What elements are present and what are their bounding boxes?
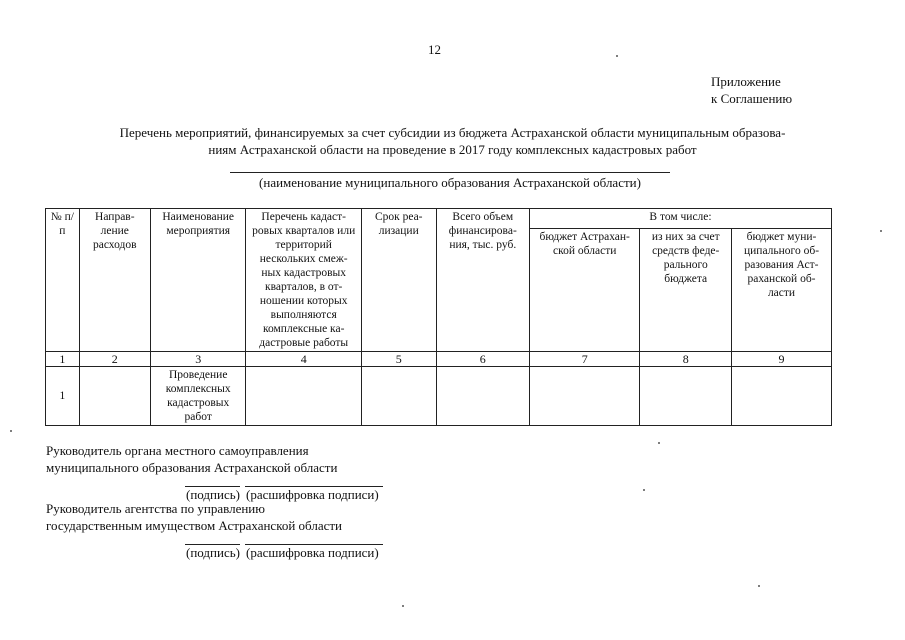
row-activity-cell: Проведение комплексных кадастровых работ	[150, 367, 246, 426]
signature-title-line-2: муниципального образования Астраханской области	[46, 460, 338, 475]
row-regional-cell	[530, 367, 640, 426]
column-number: 7	[530, 352, 640, 367]
signature-title-line-2: государственным имуществом Астраханской области	[46, 518, 343, 533]
signature-block-property-agency	[46, 500, 342, 534]
column-number: 6	[436, 352, 529, 367]
row-quarters-cell	[246, 367, 361, 426]
scan-speck	[402, 605, 404, 607]
signature-title-line-1: Руководитель органа местного самоуправления	[46, 443, 309, 458]
scan-speck	[643, 489, 645, 491]
header-federal-funds: из них за счет средств феде- рального бюджета	[640, 229, 732, 352]
row-term-cell	[361, 367, 436, 426]
table-header-row	[46, 209, 832, 229]
header-term: Срок реа- лизации	[361, 209, 436, 352]
header-quarters: Перечень кадаст- ровых кварталов или территорий нескольких смеж- ных кадастровых кварталов, в от- ношении которых выполняются комплексные ка- дастровые работы	[246, 209, 361, 352]
header-municipal-budget: бюджет муни- ципального об- разования Аст- раханской об- ласти	[732, 229, 832, 352]
column-number: 1	[46, 352, 80, 367]
header-including-group: В том числе:	[530, 209, 832, 229]
header-total: Всего объем финансирова- ния, тыс. руб.	[436, 209, 529, 352]
row-federal-cell	[640, 367, 732, 426]
header-activity: Наименование мероприятия	[150, 209, 246, 352]
municipality-name-caption: (наименование муниципального образования Астраханской области)	[259, 175, 641, 190]
signature-decode-caption: (расшифровка подписи)	[246, 487, 379, 502]
municipality-name-line	[230, 172, 670, 173]
signature-caption: (подпись)	[186, 487, 240, 502]
scan-speck	[10, 430, 12, 432]
page-number: 12	[428, 42, 441, 57]
scan-speck	[658, 442, 660, 444]
signature-block-local-government	[46, 442, 337, 476]
column-number: 5	[361, 352, 436, 367]
scan-speck	[616, 55, 618, 57]
appendix-line-1: Приложение	[711, 74, 781, 89]
document-title-line-1: Перечень мероприятий, финансируемых за счет субсидии из бюджета Астраханской области муниципальным образова-	[119, 125, 786, 140]
header-regional-budget: бюджет Астрахан- ской области	[530, 229, 640, 352]
column-number: 4	[246, 352, 361, 367]
table-row	[46, 367, 832, 426]
scan-speck	[880, 230, 882, 232]
table-column-numbers-row	[46, 352, 832, 367]
header-direction: Направ- ление расходов	[79, 209, 150, 352]
signature-title-line-1: Руководитель агентства по управлению	[46, 501, 265, 516]
appendix-note	[711, 73, 792, 107]
column-number: 2	[79, 352, 150, 367]
scan-speck	[758, 585, 760, 587]
column-number: 8	[640, 352, 732, 367]
signature-caption: (подпись)	[186, 545, 240, 560]
signature-decode-caption: (расшифровка подписи)	[246, 545, 379, 560]
column-number: 9	[732, 352, 832, 367]
document-title-line-2: ниям Астраханской области на проведение в 2017 году комплексных кадастровых работ	[208, 142, 697, 157]
row-municipal-cell	[732, 367, 832, 426]
column-number: 3	[150, 352, 246, 367]
row-total-cell	[436, 367, 529, 426]
row-num-cell: 1	[46, 367, 80, 426]
row-direction-cell	[79, 367, 150, 426]
activities-table	[45, 208, 832, 426]
document-title	[40, 124, 865, 158]
header-num: № п/п	[46, 209, 80, 352]
appendix-line-2: к Соглашению	[711, 91, 793, 106]
